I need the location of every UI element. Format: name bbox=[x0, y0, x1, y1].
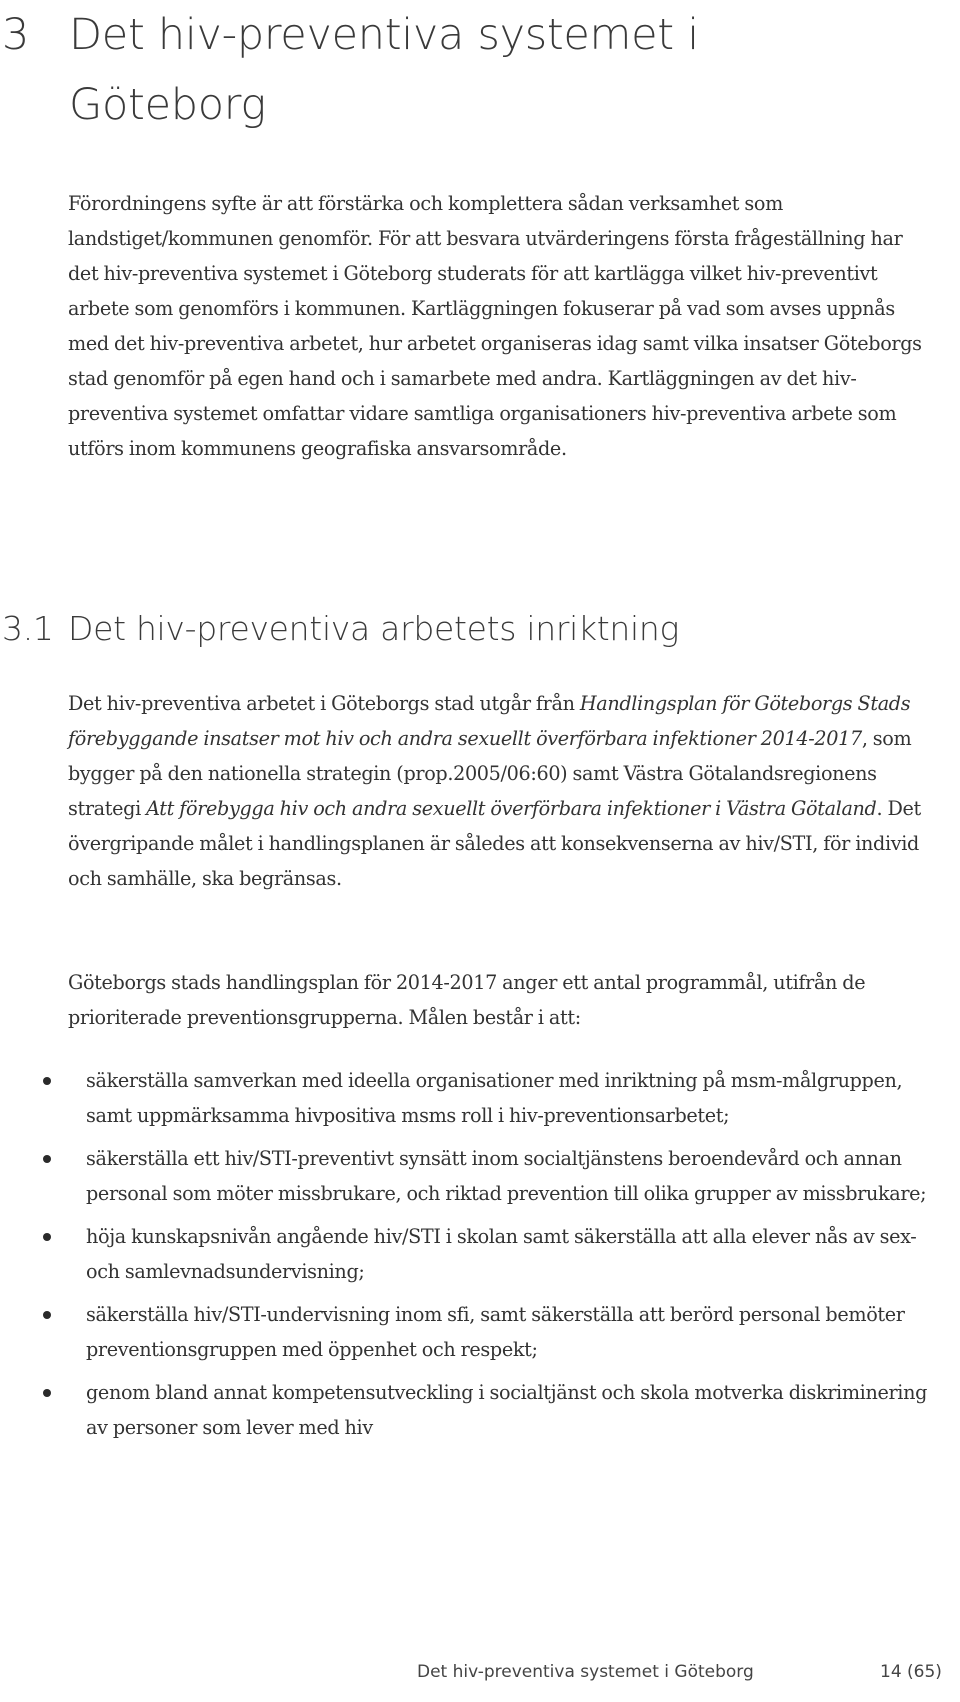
list-item-text: höja kunskapsnivån angående hiv/STI i skolan samt säkerställa att alla elever nås av sex- och samlevnadsundervisning; bbox=[86, 1225, 917, 1283]
section-number: 3.1 bbox=[2, 609, 54, 648]
goals-intro-paragraph: Göteborgs stads handlingsplan för 2014-2017 anger ett antal programmål, utifrån de prioriterade preventionsgrupperna. Målen består i att: bbox=[68, 971, 866, 1029]
list-item-text: säkerställa samverkan med ideella organisationer med inriktning på msm-målgruppen, samt uppmärksamma hivpositiva msms roll i hiv-preventionsarbetet; bbox=[86, 1069, 903, 1127]
bullet-icon bbox=[43, 1233, 51, 1241]
page-footer bbox=[0, 1656, 960, 1686]
intro-paragraph: Förordningens syfte är att förstärka och komplettera sådan verksamhet som landstiget/kommunen genomför. För att besvara utvärderingens första frågeställning har det hiv-preventiva systemet i Göteborg studerats för att kartlägga vilket hiv-preventivt arbete som genomförs i kommunen. Kartläggningen fokuserar på vad som avses uppnås med det hiv-preventiva arbetet, hur arbetet organiseras idag samt vilka insatser Göteborgs stad genomför på egen hand och i samarbete med andra. Kartläggningen av det hiv-preventiva systemet omfattar vidare samtliga organisationers hiv-preventiva arbete som utförs inom kommunens geografiska ansvarsområde. bbox=[68, 192, 922, 460]
chapter-number: 3 bbox=[2, 10, 30, 60]
strategy-paragraph bbox=[68, 686, 928, 896]
strategy-text-2: , som bygger på den nationella strategin (prop.2005/06:60) samt Västra Götalandsregionens strategi bbox=[68, 727, 912, 820]
regional-strategy-title: Att förebygga hiv och andra sexuellt överförbara infektioner i Västra Götaland bbox=[146, 797, 877, 820]
section-title: Det hiv-preventiva arbetets inriktning bbox=[68, 609, 680, 648]
footer-title: Det hiv-preventiva systemet i Göteborg bbox=[417, 1662, 754, 1682]
bullet-icon bbox=[43, 1077, 51, 1085]
list-item bbox=[0, 1141, 930, 1211]
chapter-title: Det hiv-preventiva systemet i Göteborg bbox=[69, 10, 699, 130]
list-item-text: säkerställa hiv/STI-undervisning inom sfi, samt säkerställa att berörd personal bemöter preventionsgruppen med öppenhet och respekt; bbox=[86, 1303, 905, 1361]
action-plan-title: Handlingsplan för Göteborgs Stads förebyggande insatser mot hiv och andra sexuellt överförbara infektioner 2014-2017 bbox=[68, 692, 911, 750]
page-number: 14 (65) bbox=[880, 1662, 942, 1682]
list-item bbox=[0, 1297, 930, 1367]
list-item bbox=[0, 1063, 930, 1133]
list-item bbox=[0, 1219, 930, 1289]
list-item bbox=[0, 1375, 930, 1445]
bullet-icon bbox=[43, 1311, 51, 1319]
bullet-icon bbox=[43, 1389, 51, 1397]
bullet-icon bbox=[43, 1155, 51, 1163]
goals-list bbox=[0, 1063, 940, 1453]
list-item-text: säkerställa ett hiv/STI-preventivt synsätt inom socialtjänstens beroendevård och annan personal som möter missbrukare, och riktad prevention till olika grupper av missbrukare; bbox=[86, 1147, 927, 1205]
strategy-text-3: . Det övergripande målet i handlingsplanen är således att konsekvenserna av hiv/STI, för individ och samhälle, ska begränsas. bbox=[68, 797, 921, 890]
strategy-text-1: Det hiv-preventiva arbetet i Göteborgs stad utgår från bbox=[68, 692, 580, 715]
list-item-text: genom bland annat kompetensutveckling i socialtjänst och skola motverka diskriminering av personer som lever med hiv bbox=[86, 1381, 928, 1439]
